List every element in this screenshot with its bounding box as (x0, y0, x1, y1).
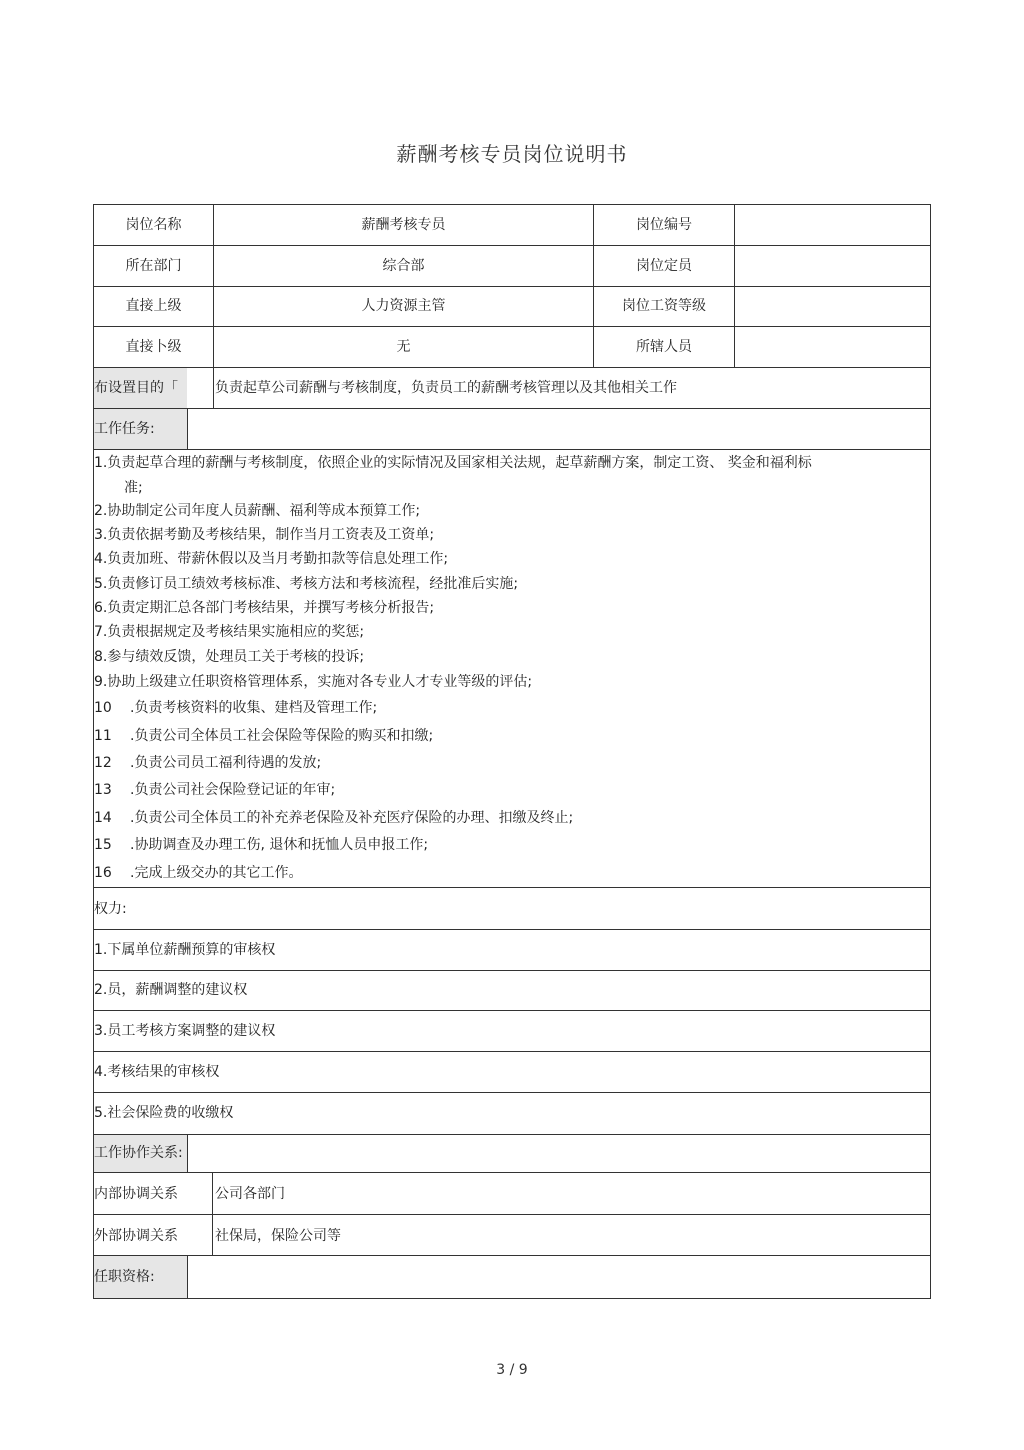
task-text: .负责公司社会保险登记证的年审; (130, 782, 336, 798)
page-title: 薪酬考核专员岗位说明书 (396, 142, 628, 166)
purpose-value: 负责起草公司薪酬与考核制度，负责员工的薪酬考核管理以及其他相关工作 (215, 380, 677, 396)
task-number: 11 (94, 728, 112, 744)
superior-value: 人力资源主管 (361, 298, 446, 314)
page-number: 3 / 9 (496, 1362, 528, 1378)
task-item: 7.负责根据规定及考核结果实施相应的奖惩; (94, 624, 365, 640)
task-number: 14 (94, 810, 112, 826)
task-item: 6.负责定期汇总各部门考核结果，并撰写考核分析报告; (94, 600, 435, 616)
task-item: 3.负责依据考勤及考核结果，制作当月工资表及工资单; (94, 527, 435, 543)
department-label: 所在部门 (125, 258, 182, 274)
external-relations-label: 外部协调关系 (94, 1228, 178, 1244)
subordinate-value: 无 (396, 339, 411, 355)
task-item-numbered (94, 809, 573, 827)
internal-relations-label: 内部协调关系 (94, 1186, 178, 1202)
authority-item: 2.员，薪酬调整的建议权 (94, 982, 248, 998)
task-item: 5.负责修订员工绩效考核标准、考核方法和考核流程，经批准后实施; (94, 576, 519, 592)
position-code-label: 岗位编号 (636, 217, 692, 233)
task-item: 4.负责加班、带薪休假以及当月考勤扣款等信息处理工作; (94, 551, 449, 567)
staff-label: 所辖人员 (636, 339, 692, 355)
salary-grade-label: 岗位工资等级 (622, 298, 706, 314)
authority-item: 1.下属单位薪酬预算的审核权 (94, 942, 276, 958)
task-item-numbered (94, 727, 433, 745)
task-item-numbered (94, 699, 377, 717)
position-name-value: 薪酬考核专员 (361, 217, 446, 233)
authority-item: 5.社会保险费的收缴权 (94, 1105, 234, 1121)
internal-relations-value: 公司各部门 (215, 1186, 285, 1202)
task-number: 16 (94, 865, 112, 881)
task-text: .完成上级交办的其它工作。 (130, 865, 303, 881)
headcount-label: 岗位定员 (636, 258, 692, 274)
task-item: 1.负责起草合理的薪酬与考核制度，依照企业的实际情况及国家相关法规，起草薪酬方案，制定工资、 奖金和福利标 (94, 455, 812, 471)
department-value: 综合部 (382, 258, 425, 274)
authority-label: 权力: (94, 901, 127, 917)
task-text: .负责公司员工福利待遇的发放; (130, 755, 322, 771)
external-relations-value: 社保局，保险公司等 (215, 1228, 341, 1244)
relations-label: 工作协作关系: (94, 1145, 183, 1161)
task-item-numbered (94, 754, 321, 772)
task-item-numbered (94, 781, 335, 799)
superior-label: 直接上级 (125, 298, 182, 314)
task-item-numbered (94, 836, 428, 854)
task-text: .负责考核资料的收集、建档及管理工作; (130, 700, 378, 716)
tasks-label: 工作任务: (94, 421, 155, 437)
subordinate-label: 直接卜级 (125, 339, 182, 355)
authority-item: 3.员工考核方案调整的建议权 (94, 1023, 276, 1039)
task-item: 8.参与绩效反馈，处理员工关于考核的投诉; (94, 649, 365, 665)
task-text: .协助调查及办理工伤, 退休和抚恤人员申报工作; (130, 837, 429, 853)
qualification-label: 任职资格: (94, 1269, 155, 1285)
task-number: 10 (94, 700, 112, 716)
task-text: .负责公司全体员工社会保险等保险的购买和扣缴; (130, 728, 434, 744)
task-item-numbered (94, 864, 302, 882)
authority-item: 4.考核结果的审核权 (94, 1064, 220, 1080)
task-item: 9.协助上级建立任职资格管理体系，实施对各专业人才专业等级的评估; (94, 674, 533, 690)
task-number: 15 (94, 837, 112, 853)
task-text: .负责公司全体员工的补充养老保险及补充医疗保险的办理、扣缴及终止; (130, 810, 574, 826)
purpose-label: 布设置目的「 (94, 380, 178, 396)
task-number: 12 (94, 755, 112, 771)
task-item: 准; (124, 480, 143, 496)
task-item: 2.协助制定公司年度人员薪酬、福利等成本预算工作; (94, 503, 421, 519)
position-name-label: 岗位名称 (125, 217, 182, 233)
task-number: 13 (94, 782, 112, 798)
